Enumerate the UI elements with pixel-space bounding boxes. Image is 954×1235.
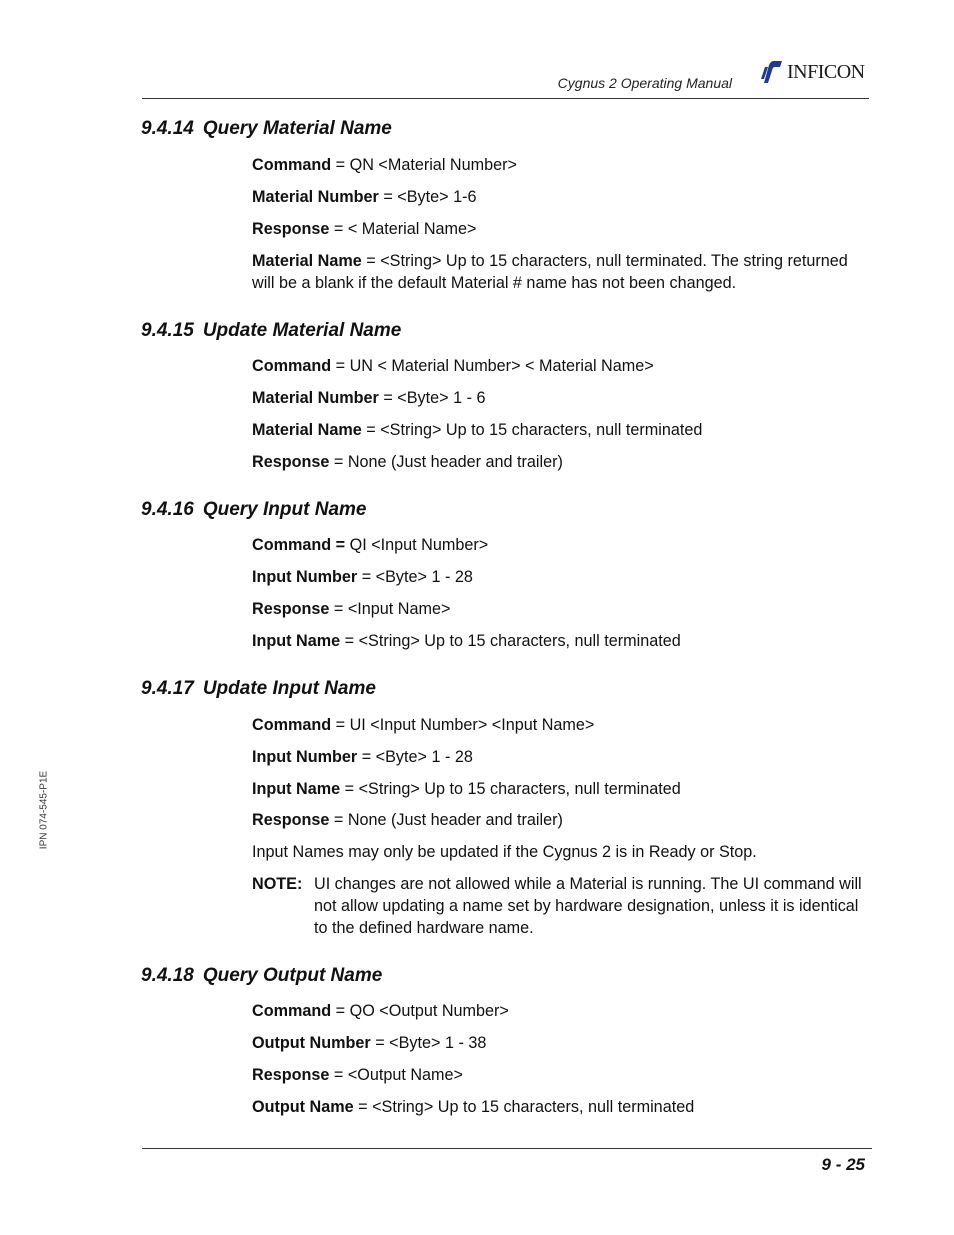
definition: = < Material Name> [329,220,477,238]
definition-line [252,387,485,409]
term: Response [252,220,330,238]
definition-line [252,566,473,588]
definition: = <Output Name> [329,1066,464,1084]
term: Response [252,600,330,618]
definition: = UN < Material Number> < Material Name> [331,357,654,375]
brand-logo [760,58,874,86]
definition: = <Byte> 1 - 28 [357,748,473,766]
term: Output Number [252,1034,371,1052]
definition-line [252,218,476,240]
term: Material Number [252,188,379,206]
definition-line [252,1000,509,1022]
definition: QI <Input Number> [345,536,489,554]
definition: = <Byte> 1-6 [378,188,477,206]
section-number: 9.4.16 [141,499,194,520]
manual-title: Cygnus 2 Operating Manual [557,75,732,91]
section-heading [141,965,382,987]
body-paragraph: Input Names may only be updated if the Cygnus 2 is in Ready or Stop. [252,843,757,861]
term: Input Name [252,632,341,650]
definition-line [252,186,476,208]
term: Output Name [252,1098,354,1116]
section-title: Query Material Name [202,118,392,139]
term: Material Name [252,252,362,270]
term: Material Name [252,421,362,439]
term: Command [252,357,332,375]
definition: = UI <Input Number> <Input Name> [331,716,595,734]
definition-line [252,714,594,736]
section-number: 9.4.14 [141,118,194,139]
definition: = <String> Up to 15 characters, null terminated [353,1098,695,1116]
section-number: 9.4.15 [141,320,194,341]
term: Command = [252,536,346,554]
term: Material Number [252,389,379,407]
term: Command [252,716,332,734]
section-heading [141,678,376,700]
section-title: Query Output Name [202,965,383,986]
definition-line [252,746,473,768]
definition: = QN <Material Number> [331,156,517,174]
term: Command [252,156,332,174]
definition-line [252,1064,463,1086]
footer-rule [142,1148,872,1149]
definition-line [252,355,654,377]
definition: = QO <Output Number> [331,1002,509,1020]
definition-line [252,778,681,800]
definition-line [252,419,702,441]
definition-line [252,154,517,176]
note-block [252,873,872,939]
definition-line [252,598,450,620]
header-rule [142,98,869,99]
definition-line [252,250,872,294]
section-title: Update Input Name [202,678,376,699]
section-title: Query Input Name [202,499,367,520]
note-label: NOTE: [252,875,303,893]
definition-line [252,1032,486,1054]
section-heading [141,320,401,342]
section-number: 9.4.17 [141,678,194,699]
term: Command [252,1002,332,1020]
document-id: IPN 074-545-P1E [38,770,50,850]
definition-line [252,809,563,831]
term: Response [252,453,330,471]
term: Input Name [252,780,341,798]
section-number: 9.4.18 [141,965,194,986]
definition: = <String> Up to 15 characters, null terminated [340,632,681,650]
definition: = <Byte> 1 - 6 [378,389,486,407]
inficon-logo-icon [760,59,784,85]
section-title: Update Material Name [202,320,402,341]
definition: = None (Just header and trailer) [329,453,563,471]
section-heading [141,499,366,521]
definition: = <Byte> 1 - 28 [357,568,473,586]
page-number: 9 - 25 [821,1155,865,1174]
definition-line [252,1096,694,1118]
definition-line [252,451,563,473]
brand-name: INFICON [787,60,865,83]
note-text: UI changes are not allowed while a Material is running. The UI command will not allow updating a name set by hardware designation, unless it is identical to the defined hardware name. [314,875,862,937]
definition: = <Input Name> [329,600,451,618]
section-heading [141,118,392,140]
term: Response [252,1066,330,1084]
definition: = None (Just header and trailer) [329,811,563,829]
definition: = <Byte> 1 - 38 [370,1034,487,1052]
definition: = <String> Up to 15 characters, null terminated. The string returned will be a blank if the default Material # name has not been changed. [252,252,848,292]
term: Input Number [252,568,358,586]
definition-line [252,630,681,652]
definition-line [252,534,488,556]
term: Response [252,811,330,829]
definition: = <String> Up to 15 characters, null terminated [361,421,703,439]
term: Input Number [252,748,358,766]
definition: = <String> Up to 15 characters, null terminated [340,780,681,798]
